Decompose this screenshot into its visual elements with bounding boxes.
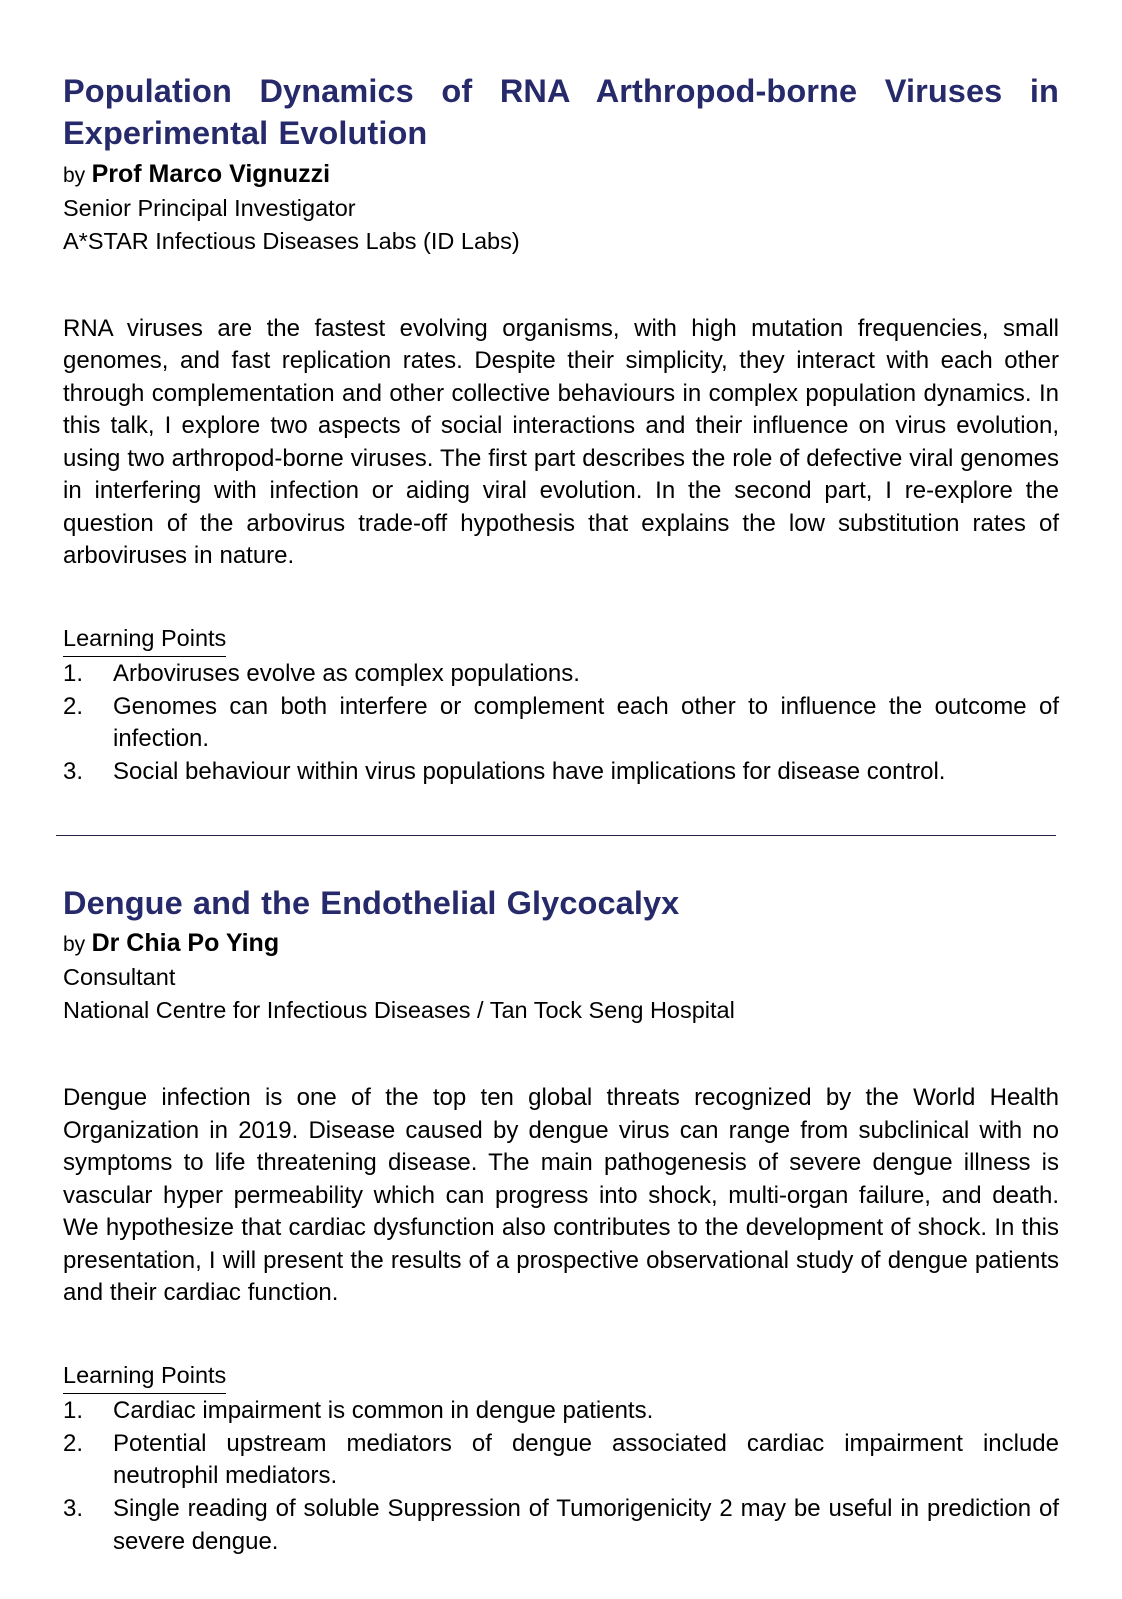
speaker-organisation-2: National Centre for Infectious Diseases / Tan Tock Seng Hospital — [63, 997, 735, 1024]
list-item-number: 3. — [63, 1495, 84, 1523]
talk-section-2 — [63, 882, 1059, 1558]
byline-1 — [63, 157, 1059, 193]
spacer-after-affiliation-2 — [63, 1027, 1059, 1082]
learning-points-heading-wrap-2 — [63, 1360, 1059, 1395]
talk-section-1 — [63, 70, 1059, 789]
learning-points-list-2 — [63, 1395, 1059, 1558]
list-item-number: 2. — [63, 692, 84, 720]
by-label-1: by — [63, 163, 86, 187]
list-item-number: 3. — [63, 758, 84, 786]
abstract-text-2: Dengue infection is one of the top ten global threats recognized by the World Health Organization in 2019. Disease caused by dengue virus can range from subclinical with no symptoms to life threatening disease. The main pathogenesis of severe dengue illness is vascular hyper permeability which can progress into shock, multi-organ failure, and death. We hypothesize that cardiac dysfunction also contributes to the development of shock. In this presentation, I will present the results of a prospective observational study of dengue patients and their cardiac function. — [63, 1084, 1059, 1307]
list-item-text: Genomes can both interfere or complement each other to influence the outcome of infection. — [113, 692, 1059, 753]
talk-title-1-line-2: in Experimental Evolution — [63, 73, 1059, 152]
list-item — [63, 691, 1059, 756]
list-item — [63, 1395, 1059, 1427]
list-item-text: Social behaviour within virus populations have implications for disease control. — [113, 758, 946, 786]
speaker-name-1: Prof Marco Vignuzzi — [91, 159, 331, 188]
speaker-organisation-1: A*STAR Infectious Diseases Labs (ID Labs) — [63, 227, 520, 254]
byline-2 — [63, 926, 1059, 962]
speaker-role-1: Senior Principal Investigator — [63, 195, 356, 221]
spacer-after-abstract-1 — [63, 573, 1059, 623]
speaker-role-2: Consultant — [63, 964, 176, 991]
talk-title-2-line-1: Dengue and the Endothelial Glycocalyx — [63, 884, 680, 921]
list-item-number: 2. — [63, 1429, 84, 1457]
list-item-text: Arboviruses evolve as complex populations. — [113, 659, 580, 687]
list-item-text: Single reading of soluble Suppression of Tumorigenicity 2 may be useful in prediction of severe dengue. — [113, 1495, 1059, 1555]
section-divider — [56, 835, 1056, 836]
spacer-after-abstract-2 — [63, 1310, 1059, 1360]
abstract-text-1: RNA viruses are the fastest evolving organisms, with high mutation frequencies, small genomes, and fast replication rates. Despite their simplicity, they interact with each other through complementation and other collective behaviours in complex population dynamics. In this talk, I explore two aspects of social interactions and their influence on virus evolution, using two arthropod-borne viruses. The first part describes the role of defective viral genomes in interfering with infection or aiding viral evolution. In the second part, I re-explore the question of the arbovirus trade-off hypothesis that explains the low substitution rates of arboviruses in nature. — [63, 314, 1059, 570]
learning-points-heading-2: Learning Points — [63, 1360, 226, 1394]
by-label-2: by — [63, 932, 86, 956]
list-item-number: 1. — [63, 1396, 84, 1424]
speaker-name-2: Dr Chia Po Ying — [91, 928, 280, 957]
spacer-after-affiliation-1 — [63, 258, 1059, 313]
list-item — [63, 1428, 1059, 1493]
list-item-text: Cardiac impairment is common in dengue patients. — [113, 1396, 654, 1424]
talk-title-2 — [63, 882, 1059, 924]
list-item — [63, 658, 1059, 690]
list-item-number: 1. — [63, 659, 84, 687]
list-item-text: Potential upstream mediators of dengue associated cardiac impairment include neutrophil mediators. — [113, 1429, 1059, 1490]
section-divider-wrap — [63, 790, 1063, 882]
list-item — [63, 756, 1059, 788]
learning-points-heading-1: Learning Points — [63, 623, 226, 657]
learning-points-list-1 — [63, 658, 1059, 789]
talk-title-1 — [63, 70, 1059, 155]
talk-title-1-line-1: Population Dynamics of RNA Arthropod-borne Viruses — [63, 73, 1003, 109]
list-item — [63, 1493, 1059, 1558]
learning-points-heading-wrap-1 — [63, 623, 1059, 658]
